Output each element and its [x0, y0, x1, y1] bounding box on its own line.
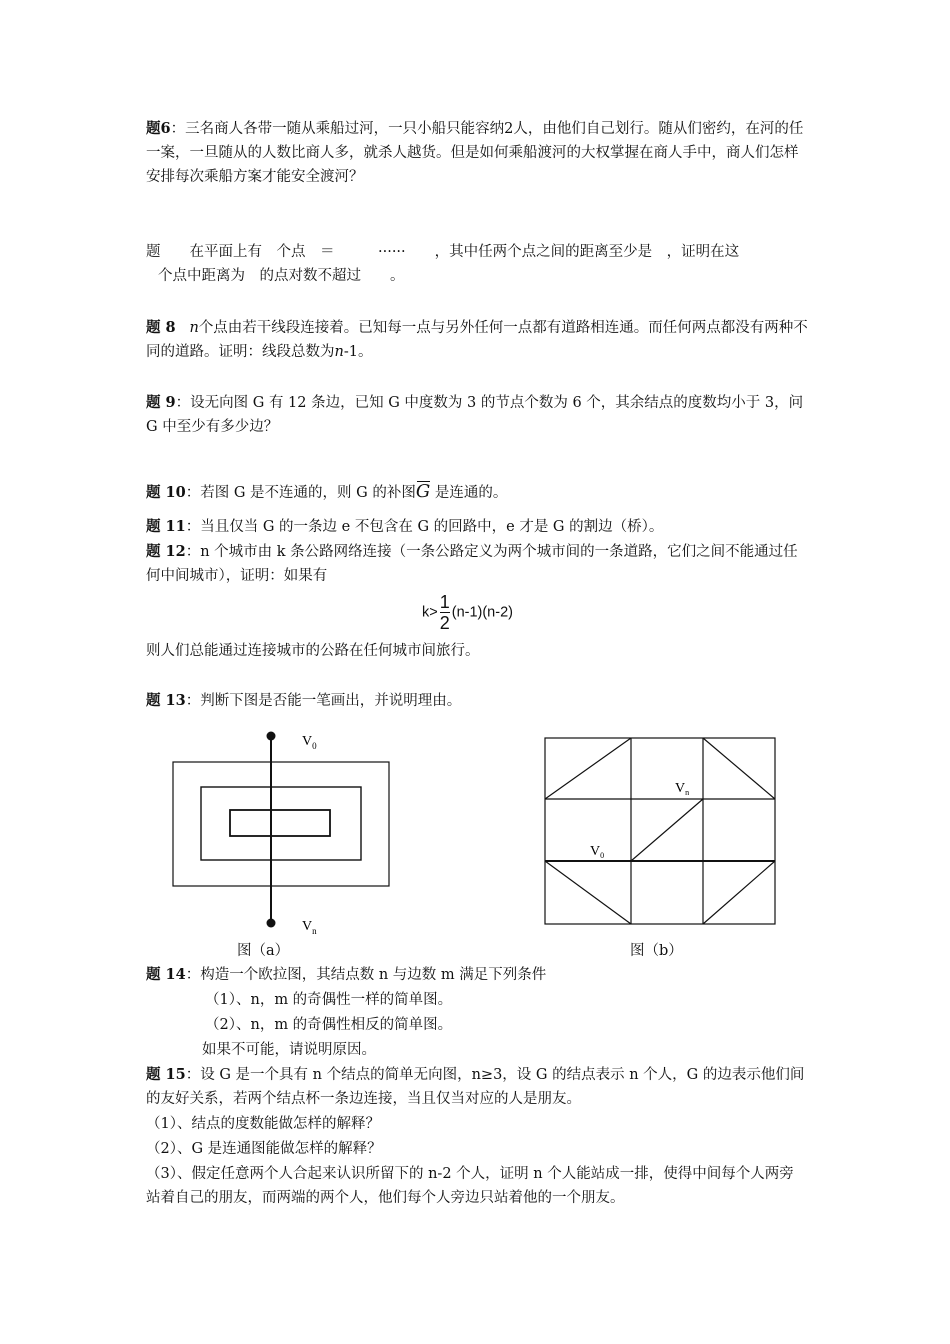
- formula-fraction: [440, 592, 450, 633]
- problem-7-line2: 个点中距离为 的点对数不超过 。: [158, 268, 405, 284]
- problem-9: [146, 391, 808, 439]
- problem-8-text-b: -1。: [343, 344, 373, 360]
- problem-15: [146, 1063, 808, 1111]
- vertex-v0-dot: [267, 732, 276, 741]
- grid-outer-border: [545, 738, 775, 924]
- problem-8-n2: n: [334, 344, 344, 360]
- problem-11-text: ：当且仅当 G 的一条边 e 不包含在 G 的回路中，e 才是 G 的割边（桥）。: [185, 519, 664, 535]
- problem-10-label: 题 10: [146, 484, 186, 501]
- problem-13-text: ：判断下图是否能一笔画出，并说明理由。: [185, 693, 462, 709]
- problem-14-label: 题 14: [146, 966, 186, 983]
- problem-8-n: n: [189, 320, 199, 336]
- problem-15-question-2: （2）、G 是连通图能做怎样的解释？: [146, 1141, 382, 1157]
- vertex-vn-label: $V_n$: [302, 919, 317, 936]
- vertex-vn-label-b: $V_n$: [675, 781, 690, 797]
- problem-15-question-1: （1）、结点的度数能做怎样的解释？: [146, 1116, 380, 1132]
- problem-12-conclusion: 则人们总能通过连接城市的公路在任何城市间旅行。: [146, 643, 480, 659]
- problem-14-item-1: （1）、n，m 的奇偶性一样的简单图。: [205, 992, 453, 1008]
- problem-10: [146, 480, 808, 505]
- problem-14-note: 如果不可能，请说明原因。: [202, 1042, 376, 1058]
- problem-8-label: 题 8: [146, 319, 176, 336]
- problem-12-label: 题 12: [146, 543, 186, 560]
- figure-a-graph: [165, 725, 405, 945]
- figure-b-caption: 图（b）: [630, 943, 683, 959]
- diagonal-bottom-right: [703, 861, 775, 924]
- figure-a-caption: 图（a）: [237, 943, 290, 959]
- formula-numerator: 1: [439, 592, 450, 612]
- formula-left: k>: [422, 604, 438, 621]
- problem-9-label: 题 9: [146, 394, 176, 411]
- vertex-v0-label-b: $V_0$: [590, 844, 605, 860]
- diagonal-bottom-left: [545, 861, 631, 924]
- problem-15-question-3: （3）、假定任意两个人合起来认识所留下的 n-2 个人，证明 n 个人能站成一排，使得中间每个人两旁站着自己的朋友，而两端的两个人，他们每个人旁边只站着他的一个朋友。: [146, 1166, 794, 1206]
- diagonal-top-left: [545, 738, 631, 799]
- problem-14-text: ：构造一个欧拉图，其结点数 n 与边数 m 满足下列条件: [185, 967, 547, 983]
- formula-right: (n-1)(n-2): [451, 604, 513, 621]
- problem-12-formula: [422, 592, 513, 633]
- outer-rectangle: [173, 762, 389, 886]
- problem-6: [146, 117, 808, 189]
- vertex-vn-dot: [267, 919, 276, 928]
- problem-11-label: 题 11: [146, 518, 186, 535]
- problem-7: [146, 240, 808, 288]
- figure-b-graph: [540, 733, 782, 929]
- complement-g-symbol: G: [415, 481, 431, 502]
- vertex-v0-label: $V_0$: [302, 734, 317, 751]
- problem-10-text-b: 是连通的。: [430, 485, 508, 501]
- problem-15-label: 题 15: [146, 1066, 186, 1083]
- problem-13: [146, 689, 808, 713]
- middle-rectangle: [201, 787, 361, 860]
- diagonal-top-right: [703, 738, 775, 799]
- problem-14-item-2: （2）、n，m 的奇偶性相反的简单图。: [205, 1017, 453, 1033]
- problem-9-text: ：设无向图 G 有 12 条边，已知 G 中度数为 3 的节点个数为 6 个，其余结点的度数均小于 3，问 G 中至少有多少边？: [146, 395, 804, 435]
- problem-15-text: ：设 G 是一个具有 n 个结点的简单无向图，n≥3，设 G 的结点表示 n 个人，G 的边表示他们间的友好关系，若两个结点杯一条边连接，当且仅当对应的人是朋友。: [146, 1067, 805, 1107]
- problem-10-text-a: ：若图 G 是不连通的，则 G 的补图: [185, 485, 416, 501]
- problem-12: [146, 540, 808, 588]
- diagonal-center: [631, 799, 703, 861]
- problem-8-text-a: 个点由若干线段连接着。已知每一点与另外任何一点都有道路相连通。而任何两点都没有两种不同的道路。证明：线段总数为: [146, 320, 808, 360]
- problem-14: [146, 963, 808, 987]
- problem-6-text: ：三名商人各带一随从乘船过河，一只小船只能容纳2人，由他们自己划行。随从们密约，在河的任一案，一旦随从的人数比商人多，就杀人越货。但是如何乘船渡河的大权掌握在商人手中，商人们怎样安排每次乘船方案才能安全渡河？: [146, 121, 804, 185]
- problem-8: [146, 316, 808, 364]
- problem-6-label: 题6: [146, 120, 171, 137]
- problem-7-line1: 题 在平面上有 个点 ＝ ······ ，其中任两个点之间的距离至少是 ，证明在这: [146, 244, 740, 260]
- inner-rectangle: [230, 810, 330, 836]
- formula-denominator: 2: [439, 613, 450, 633]
- problem-11: [146, 515, 808, 539]
- problem-13-label: 题 13: [146, 692, 186, 709]
- problem-12-text: ：n 个城市由 k 条公路网络连接（一条公路定义为两个城市间的一条道路，它们之间不能通过任何中间城市），证明：如果有: [146, 544, 798, 584]
